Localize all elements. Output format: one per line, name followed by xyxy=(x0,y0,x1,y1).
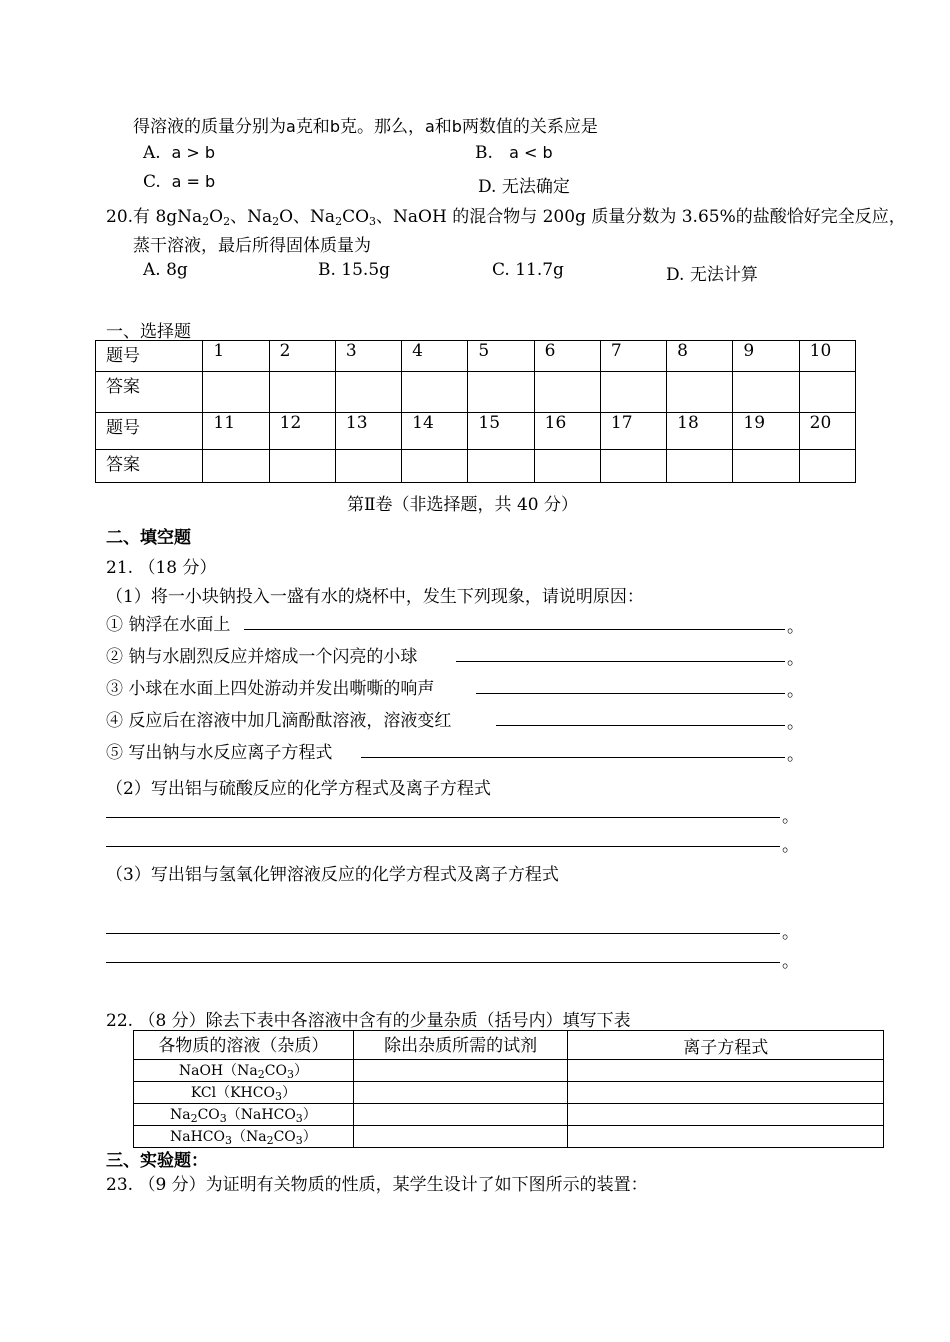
table-cell-substance: $NaHCO_3(Na_2CO_3)$ xyxy=(134,1126,354,1148)
grid-answer-cell[interactable] xyxy=(667,372,733,413)
grid-row-numbers-1 xyxy=(96,341,856,372)
grid-cell-number: 14 xyxy=(402,413,468,450)
grid-answer-cell[interactable] xyxy=(799,372,855,413)
q21-header: 21. （18 分） xyxy=(106,558,217,578)
grid-answer-cell[interactable] xyxy=(534,372,600,413)
table-row xyxy=(134,1060,884,1082)
period: 。 xyxy=(782,836,799,856)
period: 。 xyxy=(787,649,804,669)
q20-option-d: D. 无法计算 xyxy=(666,265,758,285)
period: 。 xyxy=(787,745,804,765)
grid-label-daan: 答案 xyxy=(96,372,203,413)
q21-item-2: ② 钠与水剧烈反应并熔成一个闪亮的小球 xyxy=(106,647,418,667)
table-header: 各物质的溶液（杂质） xyxy=(134,1031,354,1060)
grid-answer-cell[interactable] xyxy=(203,372,269,413)
grid-answer-cell[interactable] xyxy=(600,372,666,413)
grid-cell-number: 16 xyxy=(534,413,600,450)
table-cell-equation[interactable] xyxy=(568,1104,884,1126)
grid-answer-cell[interactable] xyxy=(269,450,335,483)
q19-stem: 得溶液的质量分别为a克和b克。那么，a和b两数值的关系应是 xyxy=(133,117,598,137)
grid-cell-number: 18 xyxy=(667,413,733,450)
answer-line[interactable] xyxy=(496,725,785,726)
q21-item-4: ④ 反应后在溶液中加几滴酚酞溶液，溶液变红 xyxy=(106,711,452,731)
grid-cell-number: 7 xyxy=(600,341,666,372)
grid-cell-number: 8 xyxy=(667,341,733,372)
part-2-title: 第Ⅱ卷（非选择题，共 40 分） xyxy=(347,495,578,515)
q21-item-1: ① 钠浮在水面上 xyxy=(106,615,231,635)
table-header: 除出杂质所需的试剂 xyxy=(353,1031,568,1060)
grid-cell-number: 5 xyxy=(468,341,534,372)
grid-cell-number: 19 xyxy=(733,413,799,450)
grid-answer-cell[interactable] xyxy=(667,450,733,483)
grid-answer-cell[interactable] xyxy=(468,450,534,483)
q20-stem-line2: 蒸干溶液，最后所得固体质量为 xyxy=(133,236,371,256)
grid-answer-cell[interactable] xyxy=(534,450,600,483)
period: 。 xyxy=(787,617,804,637)
grid-label-daan: 答案 xyxy=(96,450,203,483)
grid-cell-number: 2 xyxy=(269,341,335,372)
q20-option-c: C. 11.7g xyxy=(492,260,564,280)
table-header: 离子方程式 xyxy=(568,1031,884,1060)
table-cell-reagent[interactable] xyxy=(353,1060,568,1082)
answer-line[interactable] xyxy=(106,962,780,963)
grid-cell-number: 17 xyxy=(600,413,666,450)
grid-answer-cell[interactable] xyxy=(733,450,799,483)
grid-answer-cell[interactable] xyxy=(203,450,269,483)
grid-cell-number: 20 xyxy=(799,413,855,450)
grid-answer-cell[interactable] xyxy=(335,450,401,483)
period: 。 xyxy=(787,681,804,701)
q19-option-a: A. a > b xyxy=(143,143,216,163)
grid-answer-cell[interactable] xyxy=(269,372,335,413)
table-header-row xyxy=(134,1031,884,1060)
answer-line[interactable] xyxy=(361,757,785,758)
q23-stem: 23. （9 分）为证明有关物质的性质，某学生设计了如下图所示的装置： xyxy=(106,1175,648,1195)
q22-stem: 22. （8 分）除去下表中各溶液中含有的少量杂质（括号内）填写下表 xyxy=(106,1011,631,1031)
answer-line[interactable] xyxy=(106,817,780,818)
table-cell-equation[interactable] xyxy=(568,1082,884,1104)
table-cell-reagent[interactable] xyxy=(353,1126,568,1148)
period: 。 xyxy=(782,952,799,972)
grid-cell-number: 3 xyxy=(335,341,401,372)
table-cell-reagent[interactable] xyxy=(353,1104,568,1126)
table-cell-equation[interactable] xyxy=(568,1060,884,1082)
q20-option-a: A. 8g xyxy=(143,260,188,280)
grid-cell-number: 1 xyxy=(203,341,269,372)
table-cell-substance: $Na_2CO_3(NaHCO_3)$ xyxy=(134,1104,354,1126)
table-row xyxy=(134,1082,884,1104)
grid-cell-number: 4 xyxy=(402,341,468,372)
q21-part3-stem: （3）写出铝与氢氧化钾溶液反应的化学方程式及离子方程式 xyxy=(106,865,559,885)
section-3-title: 三、实验题： xyxy=(106,1151,208,1171)
grid-row-numbers-2 xyxy=(96,413,856,450)
period: 。 xyxy=(782,923,799,943)
q20-option-b: B. 15.5g xyxy=(318,260,391,280)
grid-answer-cell[interactable] xyxy=(335,372,401,413)
table-cell-substance: $KCl(KHCO_3)$ xyxy=(134,1082,354,1104)
q19-option-c: C. a = b xyxy=(143,172,216,192)
q20-stem: 20.有 $8gNa_2O_2$、$Na_2O$、$Na_2CO_3$、NaOH 的混合物与 200g 质量分数为 3.65%的盐酸恰好完全反应， xyxy=(106,207,906,228)
answer-line[interactable] xyxy=(476,693,785,694)
table-row xyxy=(134,1104,884,1126)
answer-line[interactable] xyxy=(456,661,785,662)
table-cell-substance: $NaOH(Na_2CO_3)$ xyxy=(134,1060,354,1082)
grid-answer-cell[interactable] xyxy=(402,450,468,483)
period: 。 xyxy=(787,713,804,733)
table-cell-equation[interactable] xyxy=(568,1126,884,1148)
grid-row-answers-1 xyxy=(96,372,856,413)
q21-item-3: ③ 小球在水面上四处游动并发出嘶嘶的响声 xyxy=(106,679,435,699)
q21-part1-stem: （1）将一小块钠投入一盛有水的烧杯中，发生下列现象，请说明原因： xyxy=(106,587,644,607)
grid-row-answers-2 xyxy=(96,450,856,483)
grid-cell-number: 9 xyxy=(733,341,799,372)
table-row xyxy=(134,1126,884,1148)
section-1-title: 一、选择题 xyxy=(106,322,191,342)
grid-cell-number: 12 xyxy=(269,413,335,450)
q19-option-b: B. a < b xyxy=(475,143,553,163)
answer-line[interactable] xyxy=(106,933,780,934)
answer-line[interactable] xyxy=(106,846,780,847)
grid-answer-cell[interactable] xyxy=(402,372,468,413)
answer-grid xyxy=(95,340,856,483)
table-cell-reagent[interactable] xyxy=(353,1082,568,1104)
grid-cell-number: 15 xyxy=(468,413,534,450)
period: 。 xyxy=(782,807,799,827)
q19-option-d: D. 无法确定 xyxy=(478,177,570,197)
q21-part2-stem: （2）写出铝与硫酸反应的化学方程式及离子方程式 xyxy=(106,779,491,799)
answer-line[interactable] xyxy=(244,629,785,630)
impurity-table xyxy=(133,1030,884,1148)
grid-cell-number: 11 xyxy=(203,413,269,450)
grid-label-tihao: 题号 xyxy=(96,413,203,450)
grid-answer-cell[interactable] xyxy=(600,450,666,483)
grid-answer-cell[interactable] xyxy=(799,450,855,483)
grid-cell-number: 13 xyxy=(335,413,401,450)
grid-cell-number: 10 xyxy=(799,341,855,372)
q21-item-5: ⑤ 写出钠与水反应离子方程式 xyxy=(106,743,333,763)
grid-answer-cell[interactable] xyxy=(468,372,534,413)
grid-cell-number: 6 xyxy=(534,341,600,372)
section-2-title: 二、填空题 xyxy=(106,528,191,548)
grid-answer-cell[interactable] xyxy=(733,372,799,413)
grid-label-tihao: 题号 xyxy=(96,341,203,372)
